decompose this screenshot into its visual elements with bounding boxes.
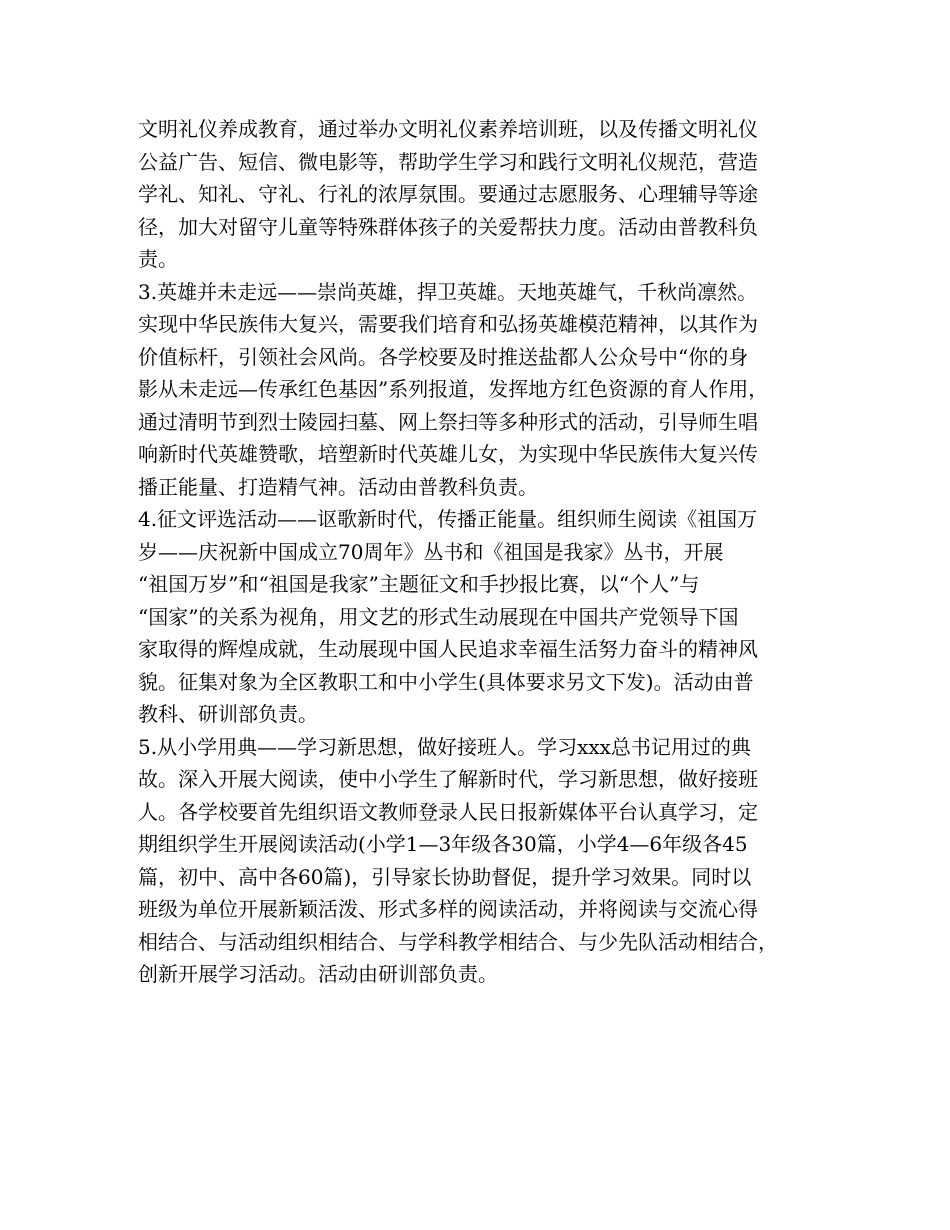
section-4-heading-line: 4.征文评选活动——讴歌新时代，传播正能量。组织师生阅读《祖国万 — [138, 507, 758, 531]
text-line: 篇，初中、高中各60篇)，引导家长协助督促，提升学习效果。同时以 — [138, 864, 752, 889]
text-line: 影从未走远—传承红色基因”系列报道，发挥地方红色资源的育人作用， — [138, 377, 769, 401]
section-3-heading-line: 3.英雄并未走远——崇尚英雄，捍卫英雄。天地英雄气，千秋尚凛然。 — [138, 279, 758, 304]
text-line: 实现中华民族伟大复兴，需要我们培育和弘扬英雄模范精神，以其作为 — [138, 312, 758, 336]
text-line: 人。各学校要首先组织语文教师登录人民日报新媒体平台认真学习，定 — [138, 799, 758, 824]
body-text — [138, 113, 818, 991]
text-line: 班级为单位开展新颖活泼、形式多样的阅读活动，并将阅读与交流心得 — [138, 897, 758, 921]
text-line: 公益广告、短信、微电影等，帮助学生学习和践行文明礼仪规范，营造 — [138, 149, 758, 174]
text-line: 故。深入开展大阅读，使中小学生了解新时代，学习新思想，做好接班 — [138, 767, 758, 791]
text-line: 价值标杆，引领社会风尚。各学校要及时推送盐都人公众号中“你的身 — [138, 344, 749, 369]
text-line: 貌。征集对象为全区教职工和中小学生(具体要求另文下发)。活动由普 — [138, 669, 754, 694]
text-line: 播正能量、打造精气神。活动由普教科负责。 — [138, 474, 538, 499]
text-line: 家取得的辉煌成就，生动展现中国人民追求幸福生活努力奋斗的精神风 — [138, 637, 758, 661]
section-5-heading-line: 5.从小学用典——学习新思想，做好接班人。学习xxx总书记用过的典 — [138, 734, 751, 759]
text-line: 文明礼仪养成教育，通过举办文明礼仪素养培训班，以及传播文明礼仪 — [138, 117, 758, 141]
text-line: 责。 — [138, 247, 178, 271]
text-line: 相结合、与活动组织相结合、与学科教学相结合、与少先队活动相结合， — [138, 929, 778, 954]
text-line: 岁——庆祝新中国成立70周年》丛书和《祖国是我家》丛书，开展 — [138, 539, 724, 564]
text-line: 径，加大对留守儿童等特殊群体孩子的关爱帮扶力度。活动由普教科负 — [138, 214, 758, 239]
text-line: 期组织学生开展阅读活动(小学1—3年级各30篇，小学4—6年级各45 — [138, 832, 748, 856]
text-line: 学礼、知礼、守礼、行礼的浓厚氛围。要通过志愿服务、心理辅导等途 — [138, 182, 758, 206]
text-line: “国家”的关系为视角，用文艺的形式生动展现在中国共产党领导下国 — [138, 604, 739, 629]
text-line: 创新开展学习活动。活动由研训部负责。 — [138, 962, 498, 986]
text-line: 响新时代英雄赞歌，培塑新时代英雄儿女，为实现中华民族伟大复兴传 — [138, 442, 758, 466]
text-line: 通过清明节到烈士陵园扫墓、网上祭扫等多种形式的活动，引导师生唱 — [138, 409, 758, 434]
text-line: “祖国万岁”和“祖国是我家”主题征文和手抄报比赛，以“个人”与 — [138, 572, 700, 596]
text-line: 教科、研训部负责。 — [138, 702, 318, 726]
